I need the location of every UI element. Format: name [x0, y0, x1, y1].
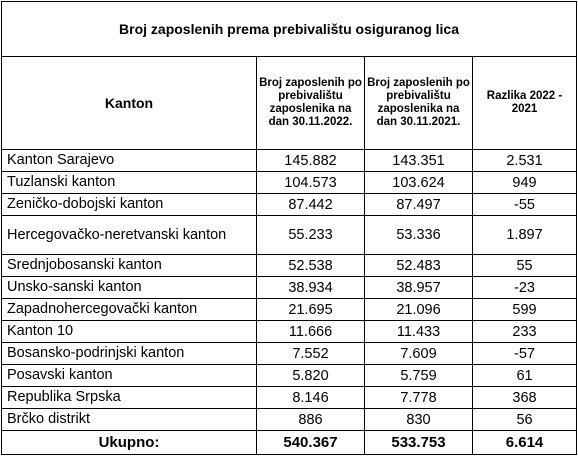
table-row — [2, 409, 577, 431]
row-value-2021: 103.624 — [365, 172, 473, 194]
row-name: Posavski kanton — [2, 365, 257, 387]
row-value-2021: 11.433 — [365, 321, 473, 343]
row-value-2022: 8.146 — [257, 387, 365, 409]
header-kanton: Kanton — [2, 57, 257, 150]
row-value-2021: 53.336 — [365, 216, 473, 255]
row-difference: 1.897 — [473, 216, 577, 255]
row-name: Republika Srpska — [2, 387, 257, 409]
row-difference: -57 — [473, 343, 577, 365]
row-name: Bosansko-podrinjski kanton — [2, 343, 257, 365]
row-value-2021: 38.957 — [365, 277, 473, 299]
table-row — [2, 194, 577, 216]
table-row — [2, 277, 577, 299]
row-difference: 61 — [473, 365, 577, 387]
table-row — [2, 343, 577, 365]
row-value-2022: 7.552 — [257, 343, 365, 365]
row-value-2022: 52.538 — [257, 255, 365, 277]
row-value-2022: 55.233 — [257, 216, 365, 255]
table-row — [2, 150, 577, 172]
row-name: Zeničko-dobojski kanton — [2, 194, 257, 216]
row-value-2021: 87.497 — [365, 194, 473, 216]
row-value-2021: 143.351 — [365, 150, 473, 172]
row-value-2022: 38.934 — [257, 277, 365, 299]
row-value-2022: 886 — [257, 409, 365, 431]
row-name: Kanton Sarajevo — [2, 150, 257, 172]
row-difference: -23 — [473, 277, 577, 299]
row-difference: 233 — [473, 321, 577, 343]
row-difference: 55 — [473, 255, 577, 277]
employment-table — [1, 1, 577, 455]
row-value-2021: 5.759 — [365, 365, 473, 387]
row-difference: -55 — [473, 194, 577, 216]
row-value-2021: 7.778 — [365, 387, 473, 409]
table-row — [2, 321, 577, 343]
header-2022: Broj zaposlenih po prebivalištu zaposlenika na dan 30.11.2022. — [257, 57, 365, 150]
header-2021: Broj zaposlenih po prebivalištu zaposlenika na dan 30.11.2021. — [365, 57, 473, 150]
header-row — [2, 57, 577, 150]
total-row — [2, 431, 577, 455]
row-name: Hercegovačko-neretvanski kanton — [2, 216, 257, 255]
total-difference: 6.614 — [473, 431, 577, 455]
row-difference: 56 — [473, 409, 577, 431]
row-value-2021: 7.609 — [365, 343, 473, 365]
row-difference: 949 — [473, 172, 577, 194]
row-value-2022: 145.882 — [257, 150, 365, 172]
total-label: Ukupno: — [2, 431, 257, 455]
row-difference: 368 — [473, 387, 577, 409]
table-row — [2, 299, 577, 321]
row-name: Zapadnohercegovački kanton — [2, 299, 257, 321]
row-value-2021: 830 — [365, 409, 473, 431]
row-name: Srednjobosanski kanton — [2, 255, 257, 277]
row-name: Unsko-sanski kanton — [2, 277, 257, 299]
table-row — [2, 365, 577, 387]
row-value-2022: 11.666 — [257, 321, 365, 343]
row-name: Kanton 10 — [2, 321, 257, 343]
title-row — [2, 2, 577, 57]
header-difference: Razlika 2022 - 2021 — [473, 57, 577, 150]
row-value-2022: 5.820 — [257, 365, 365, 387]
total-value-2021: 533.753 — [365, 431, 473, 455]
row-name: Brčko distrikt — [2, 409, 257, 431]
table-row — [2, 255, 577, 277]
table-title: Broj zaposlenih prema prebivalištu osiguranog lica — [2, 2, 577, 57]
total-value-2022: 540.367 — [257, 431, 365, 455]
row-name: Tuzlanski kanton — [2, 172, 257, 194]
table-row — [2, 172, 577, 194]
row-value-2022: 21.695 — [257, 299, 365, 321]
row-value-2021: 52.483 — [365, 255, 473, 277]
row-difference: 599 — [473, 299, 577, 321]
row-value-2021: 21.096 — [365, 299, 473, 321]
table-row — [2, 387, 577, 409]
row-value-2022: 87.442 — [257, 194, 365, 216]
row-value-2022: 104.573 — [257, 172, 365, 194]
table-row — [2, 216, 577, 255]
row-difference: 2.531 — [473, 150, 577, 172]
